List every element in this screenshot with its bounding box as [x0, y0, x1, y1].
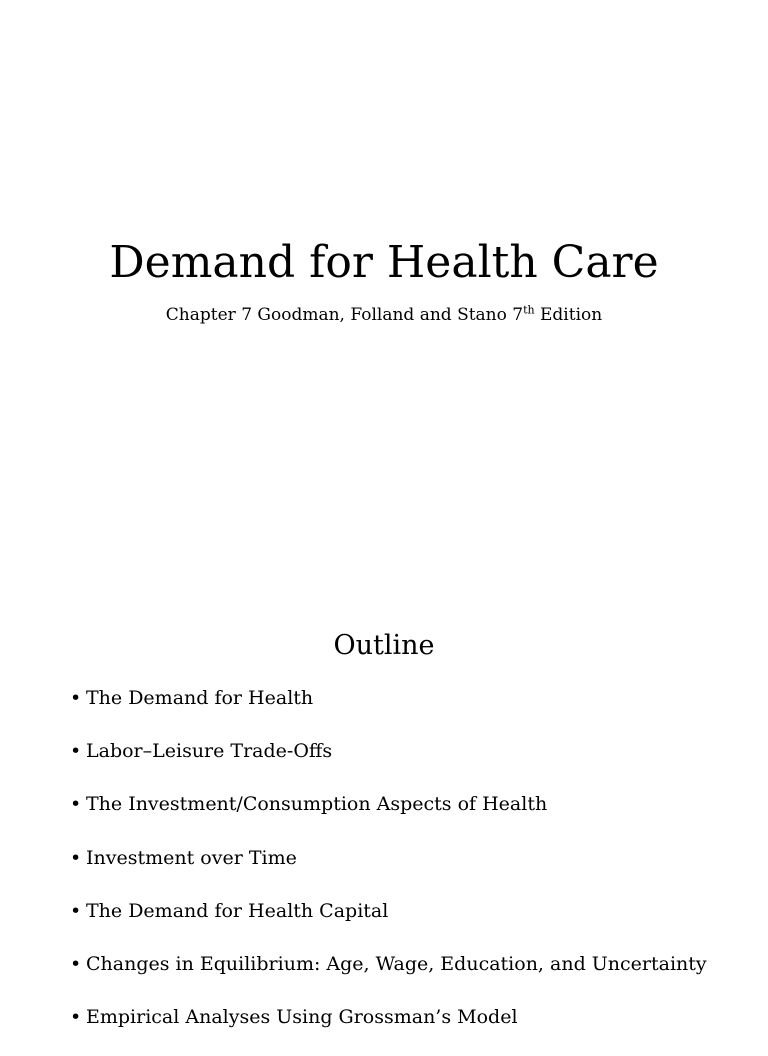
outline-list: [70, 684, 707, 1056]
outline-item-text: The Demand for Health: [86, 687, 314, 709]
subtitle-text-end: Edition: [534, 305, 603, 325]
outline-item: [70, 844, 707, 897]
bullet-icon: •: [70, 899, 82, 922]
outline-title: Outline: [333, 630, 435, 661]
slide-subtitle: [0, 302, 768, 328]
bullet-icon: •: [70, 687, 82, 709]
outline-item-text: Empirical Analyses Using Grossman’s Model: [86, 1006, 518, 1029]
subtitle-superscript: th: [523, 303, 535, 317]
outline-item-text: Investment over Time: [86, 846, 297, 869]
bullet-icon: •: [70, 1006, 82, 1029]
bullet-icon: •: [70, 846, 82, 869]
outline-item: [70, 950, 707, 1003]
outline-item: [70, 897, 707, 950]
outline-item: [70, 790, 707, 843]
bullet-icon: •: [70, 740, 82, 763]
outline-item-text: The Demand for Health Capital: [86, 899, 389, 922]
outline-item-text: The Investment/Consumption Aspects of Health: [86, 793, 548, 816]
outline-item: [70, 737, 707, 790]
subtitle-text: Chapter 7 Goodman, Folland and Stano 7: [165, 305, 524, 325]
outline-slide: [0, 570, 768, 1029]
outline-item-text: Changes in Equilibrium: Age, Wage, Education, and Uncertainty: [86, 952, 707, 975]
outline-item-text: Labor–Leisure Trade-Offs: [86, 740, 333, 763]
bullet-icon: •: [70, 793, 82, 816]
outline-item: [70, 1003, 707, 1056]
bullet-icon: •: [70, 952, 82, 975]
outline-item: [70, 684, 707, 737]
slide-title: Demand for Health Care: [109, 237, 659, 288]
